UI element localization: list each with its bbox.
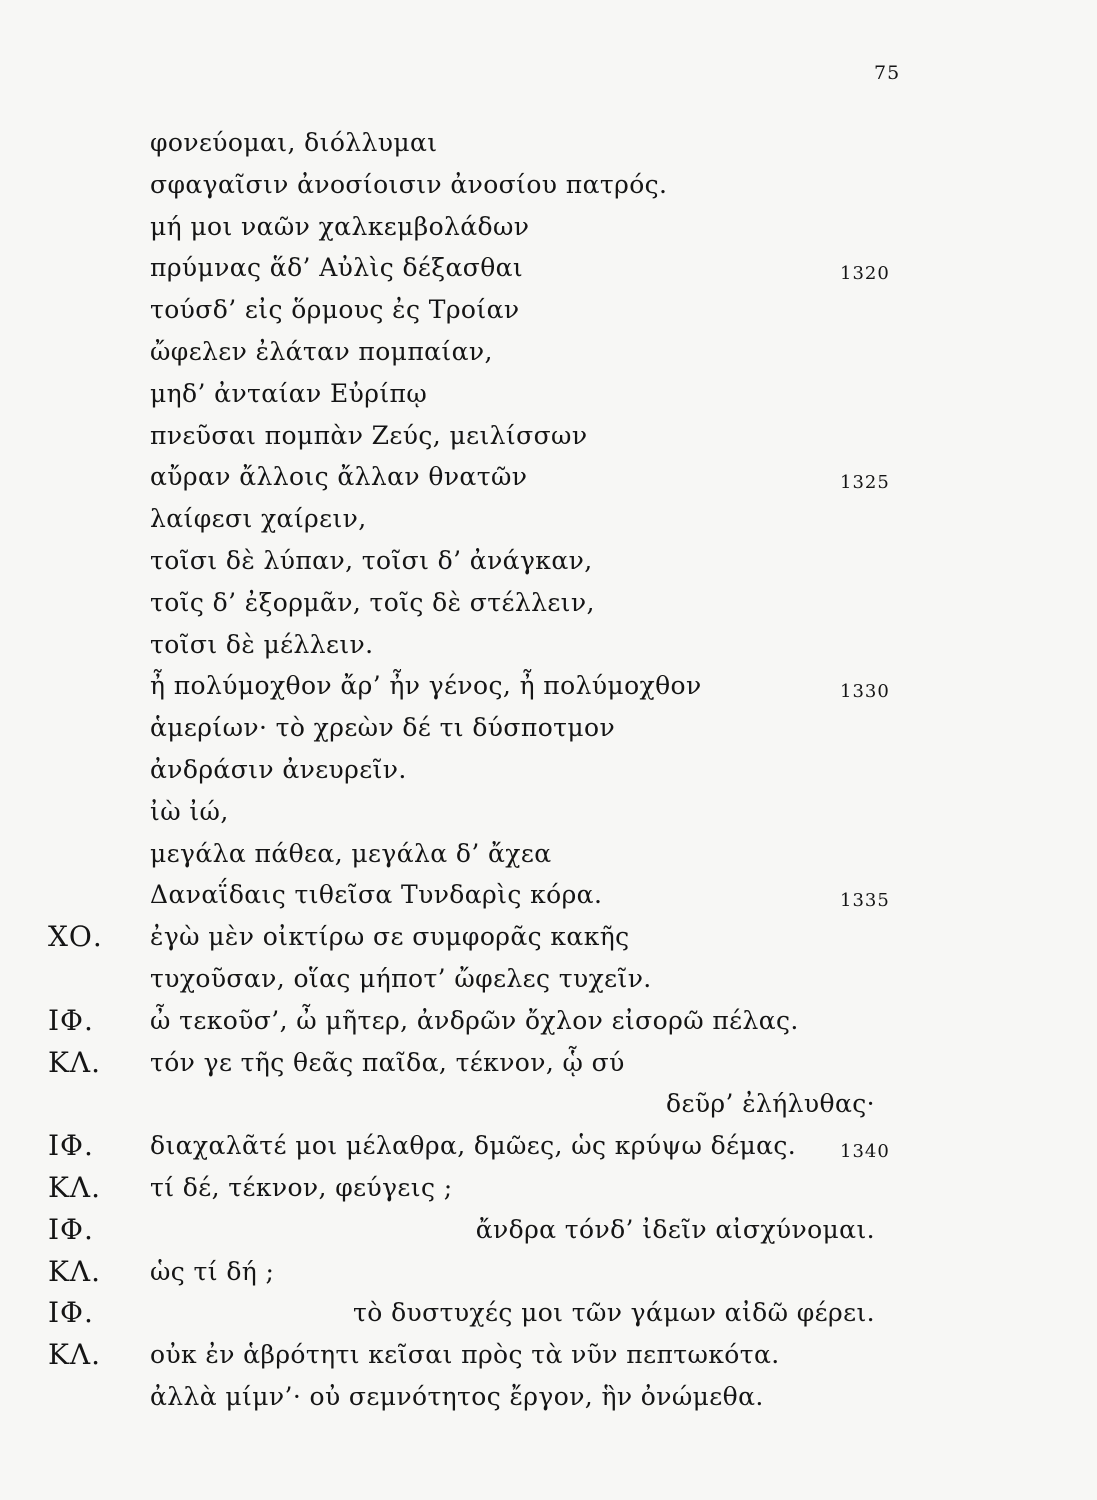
verse-text: ἄνδρα τόνδ’ ἰδεῖν αἰσχύνομαι. xyxy=(475,1214,875,1244)
verse-line xyxy=(0,247,1097,289)
verse-line xyxy=(0,1292,1097,1334)
speaker-label: ΚΛ. xyxy=(48,1254,102,1288)
verse-text: ἐγὼ μὲν οἰκτίρω σε συμφορᾶς κακῆς xyxy=(150,922,630,952)
verse-text: μεγάλα πάθεα, μεγάλα δ’ ἄχεα xyxy=(150,838,552,868)
verse-line xyxy=(0,1334,1097,1376)
verse-text: αὔραν ἄλλοις ἄλλαν θνατῶν xyxy=(150,462,528,492)
speaker-label: ΙΦ. xyxy=(48,1129,94,1163)
verse-line xyxy=(0,1376,1097,1418)
speaker-label: ΙΦ. xyxy=(48,1212,94,1246)
line-number: 1330 xyxy=(840,681,890,703)
verse-line xyxy=(0,624,1097,666)
verse-text: τυχοῦσαν, οἵας μήποτ’ ὤφελες τυχεῖν. xyxy=(150,963,652,993)
verse-line xyxy=(0,1251,1097,1293)
verse-text: μηδ’ ἀνταίαν Εὐρίπῳ xyxy=(150,378,428,408)
line-number: 1320 xyxy=(840,263,890,285)
verse-line xyxy=(0,498,1097,540)
line-number: 1325 xyxy=(840,472,890,494)
verse-line xyxy=(0,1083,1097,1125)
verse-line xyxy=(0,1167,1097,1209)
verse-line xyxy=(0,749,1097,791)
verse-text: φονεύομαι, διόλλυμαι xyxy=(150,128,438,157)
verse-text: τί δέ, τέκνον, φεύγεις ; xyxy=(150,1172,453,1202)
verse-text: ὡς τί δή ; xyxy=(150,1256,275,1286)
verse-text: ἀλλὰ μίμν’· οὐ σεμνότητος ἔργον, ἣν ὀνώμεθα. xyxy=(150,1381,764,1411)
verse-text: τοῖσι δὲ μέλλειν. xyxy=(150,629,374,659)
speaker-label: ΙΦ. xyxy=(48,1003,94,1037)
verse-line xyxy=(0,707,1097,749)
verse-line xyxy=(0,1000,1097,1042)
verse-text: τὸ δυστυχές μοι τῶν γάμων αἰδῶ φέρει. xyxy=(353,1298,875,1328)
verse-text: τοῖσι δὲ λύπαν, τοῖσι δ’ ἀνάγκαν, xyxy=(150,545,593,575)
verse-text: τόν γε τῆς θεᾶς παῖδα, τέκνον, ᾧ σύ xyxy=(150,1047,625,1077)
verse-text: ἰὼ ἰώ, xyxy=(150,796,229,826)
verse-text: δεῦρ’ ἐλήλυθας· xyxy=(666,1089,875,1119)
verse-text: σφαγαῖσιν ἀνοσίοισιν ἀνοσίου πατρός. xyxy=(150,169,668,199)
verse-line xyxy=(0,289,1097,331)
page-number: 75 xyxy=(874,62,901,84)
verse-text: ἀνδράσιν ἀνευρεῖν. xyxy=(150,754,407,784)
verse-line xyxy=(0,874,1097,916)
verse-line xyxy=(0,1125,1097,1167)
verse-text: πρύμνας ἅδ’ Αὐλὶς δέξασθαι xyxy=(150,253,524,283)
verse-line xyxy=(0,373,1097,415)
verse-line xyxy=(0,206,1097,248)
verse-line xyxy=(0,540,1097,582)
verse-text: ἦ πολύμοχθον ἄρ’ ἦν γένος, ἦ πολύμοχθον xyxy=(150,671,702,701)
speaker-label: ΚΛ. xyxy=(48,1045,102,1079)
verse-text: τούσδ’ εἰς ὅρμους ἐς Τροίαν xyxy=(150,295,520,325)
verse-line xyxy=(0,331,1097,373)
verse-text: οὐκ ἐν ἁβρότητι κεῖσαι πρὸς τὰ νῦν πεπτωκότα. xyxy=(150,1340,780,1370)
verse-text: ἁμερίων· τὸ χρεὼν δέ τι δύσποτμον xyxy=(150,713,616,743)
verse-text-block xyxy=(0,122,1097,1418)
verse-text: ὤφελεν ἐλάταν πομπαίαν, xyxy=(150,336,493,366)
speaker-label: ΚΛ. xyxy=(48,1170,102,1204)
verse-line xyxy=(0,456,1097,498)
verse-line xyxy=(0,582,1097,624)
verse-line xyxy=(0,122,1097,164)
verse-text: λαίφεσι χαίρειν, xyxy=(150,504,367,534)
verse-text: πνεῦσαι πομπὰν Ζεύς, μειλίσσων xyxy=(150,420,588,450)
verse-line xyxy=(0,665,1097,707)
verse-text: διαχαλᾶτέ μοι μέλαθρα, δμῶες, ὡς κρύψω δέμας. xyxy=(150,1131,797,1161)
verse-text: τοῖς δ’ ἐξορμᾶν, τοῖς δὲ στέλλειν, xyxy=(150,587,595,617)
verse-line xyxy=(0,958,1097,1000)
speaker-label: ΧΟ. xyxy=(48,920,103,954)
verse-text: μή μοι ναῶν χαλκεμβολάδων xyxy=(150,211,530,241)
verse-line xyxy=(0,833,1097,875)
verse-line xyxy=(0,164,1097,206)
speaker-label: ΙΦ. xyxy=(48,1296,94,1330)
verse-line xyxy=(0,791,1097,833)
verse-text: Δαναΐδαις τιθεῖσα Τυνδαρὶς κόρα. xyxy=(150,880,603,910)
verse-line xyxy=(0,1209,1097,1251)
line-number: 1335 xyxy=(840,890,890,912)
verse-line xyxy=(0,916,1097,958)
verse-line xyxy=(0,1042,1097,1084)
verse-line xyxy=(0,415,1097,457)
verse-text: ὦ τεκοῦσ’, ὦ μῆτερ, ἀνδρῶν ὄχλον εἰσορῶ πέλας. xyxy=(150,1005,799,1035)
speaker-label: ΚΛ. xyxy=(48,1338,102,1372)
line-number: 1340 xyxy=(840,1141,890,1163)
